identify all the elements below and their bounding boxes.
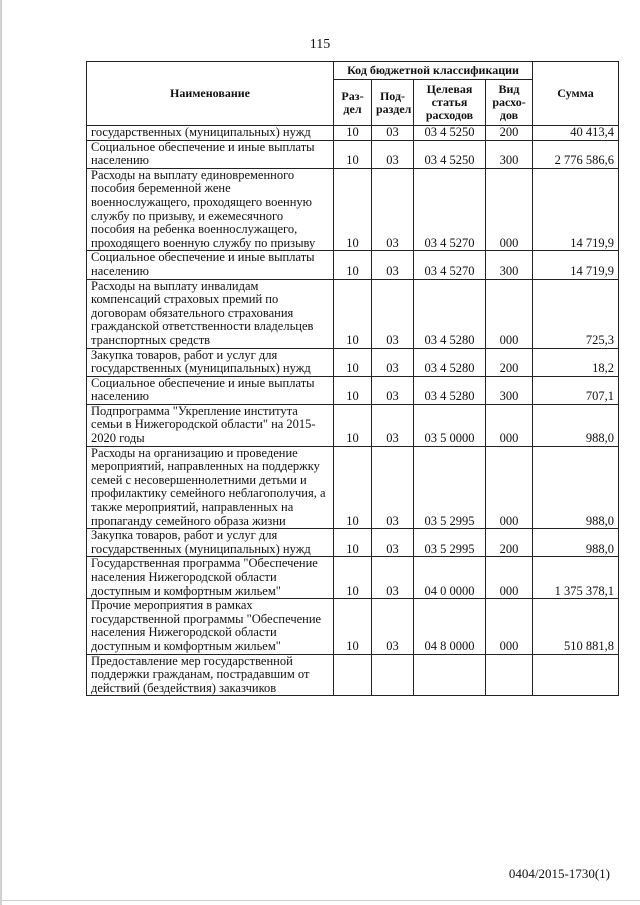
cell-section: 10 xyxy=(334,126,372,141)
cell-sum: 40 413,4 xyxy=(533,126,619,141)
cell-name: Прочие мероприятия в рамках государственной программы "Обеспечение населения Нижегородской области доступным и комфортным жильем" xyxy=(87,599,334,654)
table-row xyxy=(87,251,619,279)
cell-kind: 300 xyxy=(486,376,533,404)
document-code: 0404/2015-1730(1) xyxy=(508,866,610,881)
cell-target: 03 4 5280 xyxy=(414,279,486,348)
header-code-group: Код бюджетной классификации xyxy=(334,62,533,80)
cell-target: 03 5 2995 xyxy=(414,446,486,529)
cell-kind: 000 xyxy=(486,404,533,446)
cell-target: 03 4 5280 xyxy=(414,376,486,404)
cell-subsection: 03 xyxy=(372,557,414,599)
cell-subsection: 03 xyxy=(372,279,414,348)
cell-sum: 988,0 xyxy=(533,446,619,529)
header-subsection: Под-раздел xyxy=(372,80,414,126)
cell-section: 10 xyxy=(334,557,372,599)
cell-sum: 988,0 xyxy=(533,404,619,446)
cell-section: 10 xyxy=(334,348,372,376)
cell-kind: 000 xyxy=(486,557,533,599)
table-row xyxy=(87,140,619,168)
cell-subsection xyxy=(372,654,414,696)
cell-sum: 14 719,9 xyxy=(533,168,619,251)
table-row xyxy=(87,348,619,376)
cell-subsection: 03 xyxy=(372,599,414,654)
cell-section: 10 xyxy=(334,599,372,654)
cell-name: Закупка товаров, работ и услуг для государственных (муниципальных) нужд xyxy=(87,529,334,557)
cell-kind xyxy=(486,654,533,696)
cell-sum xyxy=(533,654,619,696)
cell-name: Государственная программа "Обеспечение населения Нижегородской области доступным и комфортным жильем" xyxy=(87,557,334,599)
cell-name: государственных (муниципальных) нужд xyxy=(87,126,334,141)
cell-kind: 200 xyxy=(486,348,533,376)
cell-kind: 000 xyxy=(486,599,533,654)
cell-subsection: 03 xyxy=(372,529,414,557)
cell-section: 10 xyxy=(334,140,372,168)
table-row xyxy=(87,279,619,348)
cell-kind: 000 xyxy=(486,446,533,529)
cell-section: 10 xyxy=(334,446,372,529)
cell-target: 03 4 5270 xyxy=(414,168,486,251)
header-sum: Сумма xyxy=(533,62,619,126)
cell-name: Подпрограмма "Укрепление института семьи в Нижегородской области" на 2015-2020 годы xyxy=(87,404,334,446)
cell-kind: 200 xyxy=(486,529,533,557)
cell-name: Социальное обеспечение и иные выплаты населению xyxy=(87,376,334,404)
table-row xyxy=(87,557,619,599)
cell-sum: 988,0 xyxy=(533,529,619,557)
cell-section: 10 xyxy=(334,529,372,557)
table-header xyxy=(87,62,619,126)
cell-kind: 300 xyxy=(486,140,533,168)
cell-target: 04 0 0000 xyxy=(414,557,486,599)
header-section: Раз-дел xyxy=(334,80,372,126)
budget-table xyxy=(86,61,619,696)
cell-kind: 000 xyxy=(486,279,533,348)
cell-subsection: 03 xyxy=(372,446,414,529)
cell-target: 04 8 0000 xyxy=(414,599,486,654)
cell-subsection: 03 xyxy=(372,168,414,251)
cell-sum: 510 881,8 xyxy=(533,599,619,654)
cell-kind: 200 xyxy=(486,126,533,141)
cell-section: 10 xyxy=(334,376,372,404)
cell-name: Социальное обеспечение и иные выплаты населению xyxy=(87,140,334,168)
header-kind: Вид расхо-дов xyxy=(486,80,533,126)
cell-target: 03 4 5280 xyxy=(414,348,486,376)
cell-name: Социальное обеспечение и иные выплаты населению xyxy=(87,251,334,279)
cell-target: 03 4 5250 xyxy=(414,126,486,141)
table-row xyxy=(87,168,619,251)
cell-subsection: 03 xyxy=(372,251,414,279)
cell-section xyxy=(334,654,372,696)
cell-subsection: 03 xyxy=(372,140,414,168)
cell-target: 03 4 5250 xyxy=(414,140,486,168)
table-row xyxy=(87,404,619,446)
cell-name: Расходы на выплату единовременного пособия беременной жене военнослужащего, проходящего военную службу по призыву, и ежемесячного пособия на ребенка военнослужащего, проходящего военную службу по призыву xyxy=(87,168,334,251)
cell-subsection: 03 xyxy=(372,376,414,404)
cell-sum: 1 375 378,1 xyxy=(533,557,619,599)
cell-section: 10 xyxy=(334,168,372,251)
cell-subsection: 03 xyxy=(372,126,414,141)
cell-name: Закупка товаров, работ и услуг для государственных (муниципальных) нужд xyxy=(87,348,334,376)
cell-section: 10 xyxy=(334,404,372,446)
cell-name: Расходы на организацию и проведение мероприятий, направленных на поддержку семей с несовершеннолетними детьми и профилактику семейного неблагополучия, а также мероприятий, направленных на пропаганду семейного образа жизни xyxy=(87,446,334,529)
scan-bottom-rule xyxy=(0,900,640,901)
table-row xyxy=(87,446,619,529)
cell-sum: 18,2 xyxy=(533,348,619,376)
cell-target: 03 5 0000 xyxy=(414,404,486,446)
cell-subsection: 03 xyxy=(372,404,414,446)
table-row xyxy=(87,529,619,557)
cell-sum: 14 719,9 xyxy=(533,251,619,279)
cell-section: 10 xyxy=(334,279,372,348)
cell-target xyxy=(414,654,486,696)
cell-target: 03 4 5270 xyxy=(414,251,486,279)
page-number: 115 xyxy=(309,37,331,52)
scan-edge-mark xyxy=(0,0,2,905)
table-row xyxy=(87,654,619,696)
table-row xyxy=(87,599,619,654)
table-row xyxy=(87,376,619,404)
header-target: Целевая статья расходов xyxy=(414,80,486,126)
header-name: Наименование xyxy=(87,62,334,126)
cell-name: Предоставление мер государственной поддержки гражданам, пострадавшим от действий (бездействия) заказчиков xyxy=(87,654,334,696)
table-body xyxy=(87,126,619,696)
cell-section: 10 xyxy=(334,251,372,279)
cell-sum: 2 776 586,6 xyxy=(533,140,619,168)
cell-name: Расходы на выплату инвалидам компенсаций страховых премий по договорам обязательного страхования гражданской ответственности владельцев транспортных средств xyxy=(87,279,334,348)
cell-kind: 300 xyxy=(486,251,533,279)
cell-sum: 725,3 xyxy=(533,279,619,348)
cell-target: 03 5 2995 xyxy=(414,529,486,557)
cell-sum: 707,1 xyxy=(533,376,619,404)
cell-subsection: 03 xyxy=(372,348,414,376)
cell-kind: 000 xyxy=(486,168,533,251)
table-row xyxy=(87,126,619,141)
